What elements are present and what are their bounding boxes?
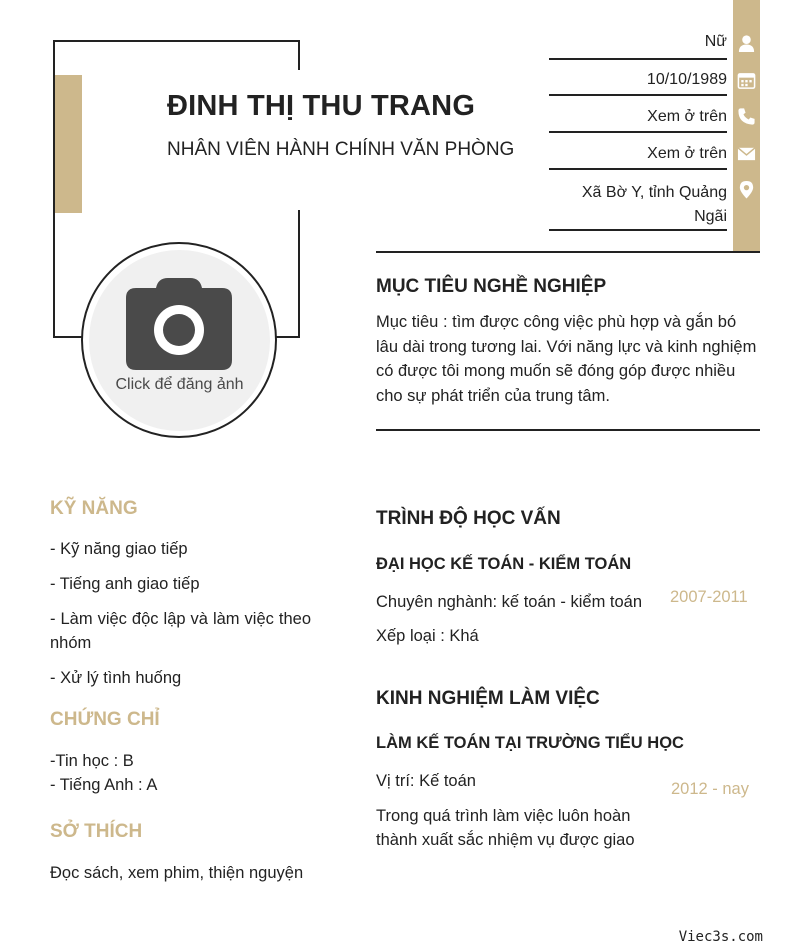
location-pin-icon bbox=[737, 180, 756, 199]
education-major: Chuyên nghành: kế toán - kiểm toán bbox=[376, 593, 643, 611]
experience-heading: KINH NGHIỆM LÀM VIỆC bbox=[376, 688, 600, 709]
experience-description: Trong quá trình làm việc luôn hoàn thành xuất sắc nhiệm vụ được giao bbox=[376, 807, 635, 849]
contact-icon-strip bbox=[733, 0, 760, 251]
accent-bar bbox=[55, 75, 82, 213]
education-grade: Xếp loại : Khá bbox=[376, 627, 479, 645]
hobbies-heading: SỞ THÍCH bbox=[50, 821, 143, 842]
skill-item: - Tiếng anh giao tiếp bbox=[50, 575, 200, 593]
objective-heading: MỤC TIÊU NGHỀ NGHIỆP bbox=[376, 276, 607, 297]
job-title: NHÂN VIÊN HÀNH CHÍNH VĂN PHÒNG bbox=[167, 139, 515, 160]
person-icon bbox=[737, 34, 756, 53]
contact-address: Xã Bờ Y, tỉnh Quảng Ngãi bbox=[549, 181, 727, 231]
phone-icon bbox=[737, 107, 756, 126]
site-watermark: Viec3s.com bbox=[678, 929, 763, 945]
contact-gender: Nữ bbox=[549, 33, 727, 60]
skills-heading: KỸ NĂNG bbox=[50, 498, 138, 519]
certificate-item: -Tin học : B bbox=[50, 752, 134, 770]
skill-item: - Kỹ năng giao tiếp bbox=[50, 540, 188, 558]
full-name: ĐINH THỊ THU TRANG bbox=[167, 90, 476, 122]
education-years: 2007-2011 bbox=[670, 588, 748, 606]
skill-item: - Xử lý tình huống bbox=[50, 669, 182, 687]
education-degree: ĐẠI HỌC KẾ TOÁN - KIỂM TOÁN bbox=[376, 555, 632, 573]
contact-phone: Xem ở trên bbox=[549, 108, 727, 133]
hobbies-text: Đọc sách, xem phim, thiện nguyện bbox=[50, 864, 304, 882]
objective-text: Mục tiêu : tìm được công việc phù hợp và gắn bó lâu dài trong tương lai. Với năng lực và kinh nghiệm có được tôi mong muốn sẽ đóng góp được nhiều cho sự phát triển của trung tâm. bbox=[376, 313, 757, 406]
photo-upload-label: Click để đăng ảnh bbox=[115, 376, 244, 393]
calendar-icon bbox=[737, 71, 756, 90]
experience-job-title: LÀM KẾ TOÁN TẠI TRƯỜNG TIỂU HỌC bbox=[376, 734, 684, 752]
experience-years: 2012 - nay bbox=[671, 780, 749, 798]
education-heading: TRÌNH ĐỘ HỌC VẤN bbox=[376, 508, 561, 529]
objective-bottom-divider bbox=[376, 429, 760, 431]
envelope-icon bbox=[737, 144, 756, 163]
experience-position: Vị trí: Kế toán bbox=[376, 772, 476, 790]
certificate-item: - Tiếng Anh : A bbox=[50, 776, 158, 794]
certificates-heading: CHỨNG CHỈ bbox=[50, 709, 160, 730]
camera-icon bbox=[124, 276, 234, 377]
skill-item: - Làm việc độc lập và làm việc theo nhóm bbox=[50, 610, 311, 652]
contact-email: Xem ở trên bbox=[549, 145, 727, 170]
contact-birth-date: 10/10/1989 bbox=[549, 71, 727, 96]
objective-top-divider bbox=[376, 251, 760, 253]
